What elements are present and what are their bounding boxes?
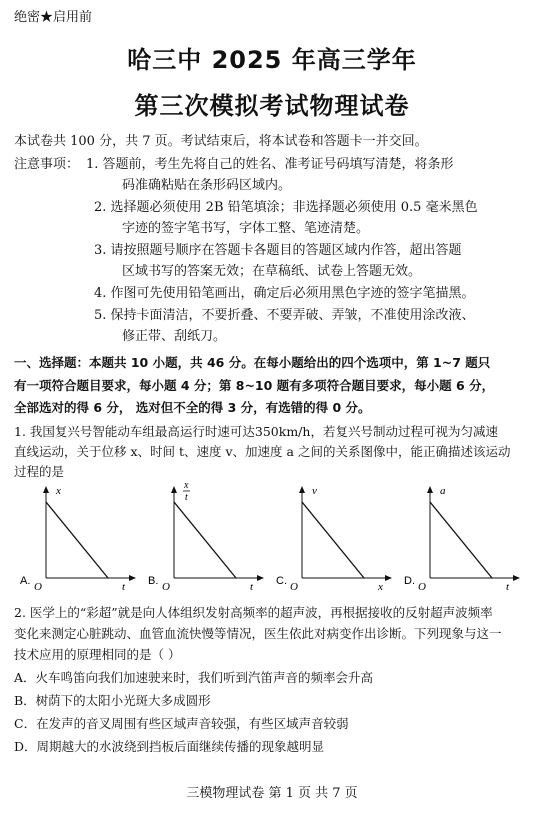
q1-stem-line1: 1. 我国复兴号智能动车组最高运行时速可达350km/h，若复兴号制动过程可视为匀减速 — [14, 424, 498, 439]
notice-item-1: 1. 答题前，考生先将自己的姓名、准考证号码填写清楚，将条形 — [86, 157, 454, 172]
graph-b-ylabel-den: t — [185, 492, 188, 503]
graph-d-svg — [404, 480, 524, 590]
q1-option-d-graph[interactable] — [404, 480, 524, 590]
graph-d-xlabel: t — [506, 581, 510, 590]
exam-title-line1: 哈三中 2025 年高三学年 — [127, 46, 417, 74]
q2-option-d[interactable]: D．周期越大的水波绕到挡板后面继续传播的现象越明显 — [14, 739, 325, 754]
notice-item-1-cont: 码准确粘贴在条形码区域内。 — [122, 178, 292, 193]
confidential-label: 绝密★启用前 — [14, 10, 93, 25]
notice-item-2: 2. 选择题必须使用 2B 铅笔填涂；非选择题必须使用 0.5 毫米黑色 — [94, 200, 478, 215]
graph-a-xlabel: t — [122, 581, 126, 590]
graph-b-origin: O — [162, 581, 170, 590]
graph-c-ylabel: v — [312, 485, 317, 497]
q2-option-b[interactable]: B．树荫下的太阳小光斑大多成圆形 — [14, 693, 211, 708]
graph-b-svg — [148, 480, 268, 590]
graph-b-xlabel: t — [250, 581, 254, 590]
q2-stem-line3: 技术应用的原理相同的是（ ） — [14, 647, 181, 662]
graph-c-label: C. — [276, 575, 287, 587]
q1-stem-line2: 直线运动，关于位移 x、时间 t、速度 v、加速度 a 之间的关系图像中，能正确描述该运动 — [14, 444, 511, 459]
notice-item-5-cont: 修正带、刮纸刀。 — [122, 329, 227, 344]
graph-a-svg — [20, 480, 140, 590]
notice-item-3-cont: 区域书写的答案无效；在草稿纸、试卷上答题无效。 — [122, 264, 422, 279]
q2-stem-line1: 2. 医学上的“彩超”就是向人体组织发射高频率的超声波，再根据接收的反射超声波频率 — [14, 605, 493, 620]
graph-c-svg — [276, 480, 396, 590]
section-instructions-line1: 一、选择题：本题共 10 小题，共 46 分。在每小题给出的四个选项中，第 1~7 题只 — [14, 355, 491, 370]
graph-d-ylabel: a — [440, 485, 446, 497]
graph-a-label: A. — [20, 575, 31, 587]
graph-d-origin: O — [418, 581, 426, 590]
graph-c-origin: O — [290, 581, 298, 590]
exam-title-line2: 第三次模拟考试物理试卷 — [134, 92, 410, 120]
q2-option-a[interactable]: A．火车鸣笛向我们加速驶来时，我们听到汽笛声音的频率会升高 — [14, 670, 374, 685]
notice-label: 注意事项： — [14, 157, 80, 172]
graph-c-line — [302, 502, 364, 578]
graph-a-origin: O — [34, 581, 42, 590]
q1-option-a-graph[interactable] — [20, 480, 140, 590]
graph-d-label: D. — [404, 575, 415, 587]
notice-item-3: 3. 请按照题号顺序在答题卡各题目的答题区域内作答，超出答题 — [94, 243, 462, 258]
graph-b-line — [174, 502, 236, 578]
q2-stem-line2: 变化来测定心脏跳动、血管血流快慢等情况，医生依此对病变作出诊断。下列现象与这一 — [14, 626, 502, 641]
intro-line: 本试卷共 100 分，共 7 页。考试结束后，将本试卷和答题卡一并交回。 — [14, 134, 428, 149]
notice-item-4: 4. 作图可先使用铅笔画出，确定后必须用黑色字迹的签字笔描黑。 — [94, 286, 475, 301]
page-footer: 三模物理试卷 第 1 页 共 7 页 — [186, 786, 358, 801]
section-instructions-line2: 有一项符合题目要求，每小题 4 分；第 8~10 题有多项符合题目要求，每小题 6 分， — [14, 378, 495, 393]
graph-d-line — [430, 502, 492, 578]
q1-option-c-graph[interactable] — [276, 480, 396, 590]
section-instructions-line3: 全部选对的得 6 分， 选对但不全的得 3 分，有选错的得 0 分。 — [14, 400, 371, 415]
graph-b-label: B. — [148, 575, 159, 587]
graph-a-ylabel: x — [56, 485, 61, 497]
notice-item-2-cont: 字迹的签字笔书写，字体工整、笔迹清楚。 — [122, 221, 370, 236]
graph-b-ylabel-num: x — [184, 480, 189, 491]
q2-option-c[interactable]: C．在发声的音叉周围有些区域声音较强，有些区域声音较弱 — [14, 716, 349, 731]
graph-c-xlabel: x — [378, 581, 383, 590]
q1-stem-line3: 过程的是 — [14, 464, 65, 479]
notice-item-5: 5. 保持卡面清洁，不要折叠、不要弄破、弄皱，不准使用涂改液、 — [94, 308, 475, 323]
graph-a-line — [46, 502, 108, 578]
q1-option-b-graph[interactable] — [148, 480, 268, 590]
